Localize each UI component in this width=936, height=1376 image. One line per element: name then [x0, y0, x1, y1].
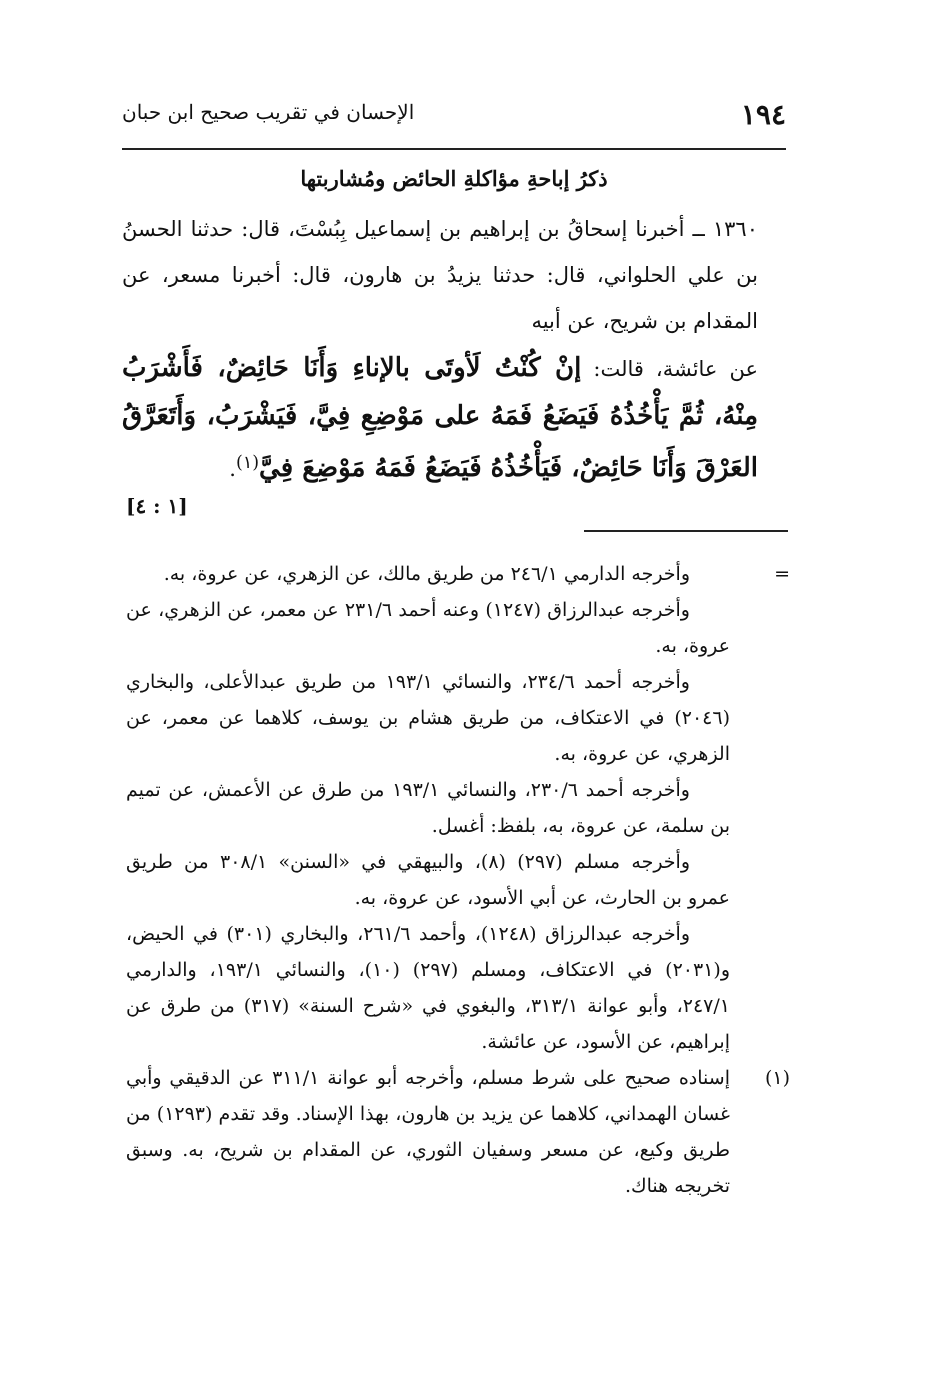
- footnote-1-marker: (١): [764, 1067, 790, 1089]
- footnote-paragraph: وأخرجه عبدالرزاق (١٢٤٨)، وأحمد ٢٦١/٦، والبخاري (٣٠١) في الحيض، و(٢٠٣١) في الاعتكاف، ومسلم (٢٩٧) (١٠)، والنسائي ١٩٣/١، والدارمي ٢٤٧/١، وأبو عوانة ٣١٣/١، والبغوي في «شرح السنة» (٣١٧) من طرق عن إبراهيم، عن الأسود، عن عائشة.: [126, 923, 731, 1053]
- section-title: ذكرُ إباحةِ مؤاكلةِ الحائض ومُشاربتها: [300, 166, 608, 191]
- footnote-reference[interactable]: (١): [235, 453, 260, 473]
- footnote-paragraph: وأخرجه أحمد ٢٣٤/٦، والنسائي ١٩٣/١ من طريق عبدالأعلى، والبخاري (٢٠٤٦) في الاعتكاف، من طريق هشام بن يوسف، كلاهما عن معمر، عن الزهري، عن عروة، به.: [126, 671, 730, 765]
- matn-paragraph: [122, 344, 786, 492]
- footnote-1: [126, 1060, 790, 1204]
- header-divider: [122, 148, 786, 150]
- footnote-paragraph: وأخرجه أحمد ٢٣٠/٦، والنسائي ١٩٣/١ من طرق عن الأعمش، عن تميم بن سلمة، عن عروة، به، بلفظ: أغسل.: [126, 779, 730, 837]
- page-number: ١٩٤: [740, 98, 786, 131]
- page-header: [122, 98, 786, 138]
- running-title: الإحسان في تقريب صحيح ابن حبان: [122, 100, 415, 124]
- footnote-paragraph: وأخرجه مسلم (٢٩٧) (٨)، والبيهقي في «السنن» ٣٠٨/١ من طريق عمرو بن الحارث، عن أبي الأسود، عن عروة، به.: [126, 851, 730, 909]
- footnote-paragraph: وأخرجه الدارمي ٢٤٦/١ من طريق مالك، عن الزهري، عن عروة، به.: [163, 563, 690, 585]
- main-text: [122, 206, 786, 492]
- matn-intro: عن عائشة، قالت:: [593, 357, 758, 381]
- end-mark: .: [229, 457, 236, 481]
- footnote-1-text: إسناده صحيح على شرط مسلم، وأخرجه أبو عوانة ٣١١/١ عن الدقيقي وأبي غسان الهمداني، كلاهما عن يزيد بن هارون، بهذا الإسناد. وقد تقدم (١٢٩٣) من طريق وكيع، عن مسعر وسفيان الثوري، عن المقدام بن شريح، به. وسبق تخريجه هناك.: [126, 1067, 730, 1197]
- footnotes: [126, 556, 790, 1204]
- footnote-divider: [584, 530, 788, 532]
- hadith-text: إنْ كُنْتُ لَأوتَى بالإناءِ وَأَنَا حَائِضٌ، فَأَشْرَبُ مِنْهُ، ثُمَّ يَأْخُذُهُ فَيَضَعُ فَمَهُ على مَوْضِعِ فِيَّ، فَيَشْرَبُ، وَأَتَعَرَّقُ العَرْقَ وَأَنَا حَائِضٌ، فَيَأْخُذُهُ فَيَضَعُ فَمَهُ مَوْضِعَ فِيَّ: [122, 353, 758, 483]
- continuation-marker: =: [774, 563, 790, 585]
- footnote-continuation: [126, 556, 790, 1060]
- footnote-paragraph: وأخرجه عبدالرزاق (١٢٤٧) وعنه أحمد ٢٣١/٦ عن معمر، عن الزهري، عن عروة، به.: [126, 599, 730, 657]
- isnad-paragraph: ١٣٦٠ ــ أخبرنا إسحاقُ بن إبراهيم بن إسماعيل بِبُسْتَ، قال: حدثنا الحسنُ بن علي الحلواني، قال: حدثنا يزيدُ بن هارون، قال: أخبرنا مسعر، عن المقدام بن شريح، عن أبيه: [122, 217, 758, 333]
- classification-ref: [١ : ٤]: [126, 494, 188, 518]
